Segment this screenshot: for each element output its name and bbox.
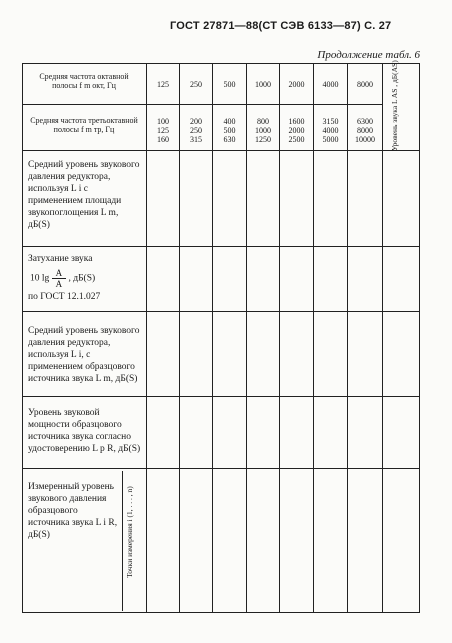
rule-col-2 [179,63,180,613]
row-label-sound-power-level: Уровень звуковой мощности образцового источника звука согласно удостоверению L p R, дБ(S) [28,408,141,454]
third-freq: 10000 [355,135,375,144]
third-freq: 2500 [288,135,305,144]
third-freq-group [247,117,279,144]
third-freq: 2000 [288,126,305,135]
rule-row-3 [22,396,420,397]
octave-freq: 4000 [322,80,339,89]
third-freq-group [348,117,382,144]
third-freq-group [147,117,179,144]
octave-freq: 500 [223,80,236,89]
formula-prefix: 10 lg [30,273,50,284]
third-freq: 400 [223,117,236,126]
third-freq-group [180,117,212,144]
octave-freq: 2000 [288,80,305,89]
rule-header-mid [22,104,382,105]
page-header: ГОСТ 27871—88(СТ СЭВ 6133—87) С. 27 [170,20,392,32]
rule-bottom [22,612,420,613]
third-freq: 800 [257,117,269,126]
third-freq: 1000 [255,126,271,135]
third-freq-group [314,117,347,144]
rule-points-col [122,471,123,611]
rule-right [419,63,420,613]
attenuation-formula [30,268,142,289]
formula-fraction [52,268,67,289]
formula-denominator: A [55,279,63,289]
rule-col-5 [279,63,280,613]
third-freq: 100 [157,117,169,126]
rule-row-1 [22,246,420,247]
row-label-attenuation [28,253,142,303]
attenuation-title: Затухание звука [28,254,93,264]
third-freq: 125 [157,126,169,135]
third-freq: 8000 [357,126,373,135]
rule-col-4 [246,63,247,613]
rule-col-7 [347,63,348,613]
third-freq: 1600 [288,117,305,126]
table-continuation-note: Продолжение табл. 6 [317,49,420,61]
third-freq: 1250 [255,135,271,144]
frequency-table [22,60,420,613]
octave-freq: 8000 [357,80,373,89]
formula-suffix: , дБ(S) [68,273,96,284]
rule-col-6 [313,63,314,613]
third-freq-group [213,117,246,144]
octave-freq: 125 [157,80,169,89]
rule-header-bottom [22,150,420,151]
octave-freq: 1000 [255,80,271,89]
rule-top [22,63,420,64]
rule-row-2 [22,311,420,312]
row-label-avg-level-reference-source: Средний уровень звукового давления редуктора, используя L i, с применением образцового источника звука L m, дБ(S) [28,326,140,384]
third-freq: 160 [157,135,169,144]
measurement-points-label: Точки измерения i (1, . . . , n) [125,486,134,578]
rule-col-8 [382,63,383,613]
row-label-avg-level-absorption: Средний уровень звукового давления редуктора, используя L i с применением площади звукопоглощения L m, дБ(S) [28,160,140,230]
third-freq: 3150 [322,117,339,126]
third-freq: 5000 [322,135,339,144]
rule-col-1 [146,63,147,613]
row-label-measured-level: Измеренный уровень звукового давления образцового источника звука L i R, дБ(S) [28,482,118,540]
third-freq: 250 [190,126,202,135]
sound-level-header: Уровень звука L AS , дБ(AS) [390,60,399,151]
attenuation-reference: по ГОСТ 12.1.027 [28,292,101,302]
rule-col-3 [212,63,213,613]
third-freq: 200 [190,117,202,126]
third-octave-band-label: Средняя частота третьоктавной полосы f m тр, Гц [30,116,138,134]
third-freq: 315 [190,135,202,144]
formula-numerator: A [52,268,67,279]
third-freq: 6300 [357,117,373,126]
third-freq: 500 [223,126,236,135]
third-freq: 630 [223,135,236,144]
octave-freq: 250 [190,80,202,89]
third-freq: 4000 [322,126,339,135]
octave-band-label: Средняя частота октавной полосы f m окт, Гц [39,72,129,90]
rule-left [22,63,23,613]
rule-row-4 [22,468,420,469]
third-freq-group [280,117,313,144]
